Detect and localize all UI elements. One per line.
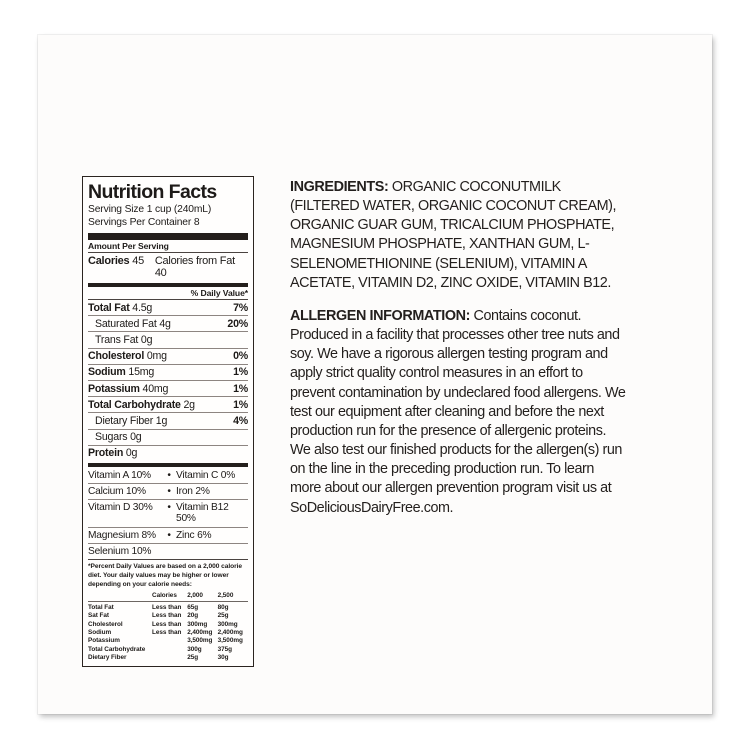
dv-table-cell: Total Carbohydrate bbox=[88, 645, 146, 653]
dv-header-calories: Calories bbox=[152, 592, 177, 600]
dv-table-cell: Less than bbox=[152, 628, 182, 636]
nutrient-row bbox=[88, 300, 248, 315]
amount-per-serving-label: Amount Per Serving bbox=[88, 241, 169, 252]
nutrition-facts-panel bbox=[82, 176, 254, 667]
ingredients-heading: INGREDIENTS: bbox=[290, 179, 389, 195]
vitamin-row bbox=[88, 500, 248, 526]
dv-table-row bbox=[88, 653, 248, 661]
dv-table-row bbox=[88, 628, 248, 636]
nutrient-daily-value: 1% bbox=[233, 382, 248, 395]
dv-table-row bbox=[88, 637, 248, 645]
nutrient-row bbox=[88, 446, 248, 461]
nutrient-row bbox=[88, 397, 248, 412]
dv-table-cell: 300mg bbox=[187, 620, 208, 628]
allergen-body: Contains coconut. Produced in a facility that processes other tree nuts and soy. We have a rigorous allergen testing program and apply strict quality control measures in an effort to prevent contamination by undeclared food allergens. We test our equipment after cleaning and before the next production run for the presence of allergenic proteins. We also test our finished products for the allergen(s) run on the line in the preceding production run. To learn more about our allergen prevention program visit us at SoDeliciousDairyFree.com. bbox=[290, 307, 626, 516]
dv-header-blank bbox=[88, 591, 152, 599]
dv-table-row bbox=[88, 645, 248, 653]
nutrient-daily-value: 0% bbox=[233, 350, 248, 363]
dv-table-row bbox=[88, 603, 248, 611]
nutrient-row bbox=[88, 332, 248, 347]
nutrient-rows-container bbox=[88, 300, 248, 461]
nutrient-daily-value: 1% bbox=[233, 398, 248, 411]
dv-table-body bbox=[88, 603, 248, 662]
nutrient-name: Sugars 0g bbox=[95, 431, 142, 444]
dv-table-cell: 2,400mg bbox=[187, 628, 213, 636]
label-text-column bbox=[290, 178, 628, 518]
allergen-paragraph bbox=[290, 307, 628, 518]
vitamin-rows-container bbox=[88, 467, 248, 559]
nutrient-name: Dietary Fiber 1g bbox=[95, 414, 168, 427]
dv-table-cell: Less than bbox=[152, 620, 182, 628]
dv-table-cell: 25g bbox=[217, 612, 229, 620]
nutrient-daily-value: 4% bbox=[233, 414, 248, 427]
vitamin-right: Iron 2% bbox=[176, 486, 210, 497]
serving-size-line: Serving Size 1 cup (240mL) bbox=[88, 204, 212, 216]
dv-table-cell: 3,500mg bbox=[217, 637, 243, 645]
dv-table-cell: 300mg bbox=[217, 620, 238, 628]
bullet-separator-icon bbox=[162, 546, 176, 557]
dv-table-cell: 30g bbox=[217, 654, 229, 662]
vitamin-left: Calcium 10% bbox=[88, 486, 146, 497]
nutrient-row bbox=[88, 381, 248, 396]
nutrient-row bbox=[88, 430, 248, 445]
vitamin-left: Magnesium 8% bbox=[88, 529, 156, 541]
nutrition-facts-title: Nutrition Facts bbox=[88, 181, 217, 203]
calories-value: 45 bbox=[132, 254, 144, 267]
dv-table-cell: Less than bbox=[152, 603, 182, 611]
dv-table-cell bbox=[152, 653, 187, 661]
nutrient-name: Total Fat 4.5g bbox=[88, 301, 153, 314]
vitamin-row bbox=[88, 467, 248, 482]
dv-table-cell: 300g bbox=[187, 645, 202, 653]
allergen-heading: ALLERGEN INFORMATION: bbox=[290, 307, 470, 324]
dv-table-cell: 2,400mg bbox=[217, 628, 243, 636]
vitamin-left: Vitamin A 10% bbox=[88, 469, 151, 481]
nutrient-name: Potassium 40mg bbox=[88, 382, 169, 395]
dv-table-cell: Potassium bbox=[88, 637, 120, 645]
vitamin-right: Zinc 6% bbox=[176, 529, 212, 541]
nutrient-name: Total Carbohydrate 2g bbox=[88, 398, 195, 411]
nutrient-name: Saturated Fat 4g bbox=[95, 317, 171, 330]
vitamin-row bbox=[88, 484, 248, 499]
dv-table-cell: Sodium bbox=[88, 628, 112, 636]
bullet-separator-icon: • bbox=[167, 529, 171, 541]
vitamin-right bbox=[176, 546, 248, 557]
nutrient-name: Trans Fat 0g bbox=[95, 334, 153, 347]
daily-value-header: % Daily Value* bbox=[190, 288, 248, 299]
bullet-separator-icon: • bbox=[167, 469, 171, 481]
dv-header-2000: 2,000 bbox=[187, 592, 203, 600]
vitamin-right: Vitamin C 0% bbox=[176, 469, 236, 481]
product-label-card bbox=[38, 35, 712, 714]
dv-table-cell: Dietary Fiber bbox=[88, 654, 127, 662]
dv-table-cell: 25g bbox=[187, 654, 199, 662]
dv-table-cell bbox=[152, 645, 187, 653]
nutrient-row bbox=[88, 413, 248, 428]
servings-per-container-line: Servings Per Container 8 bbox=[88, 217, 200, 229]
nutrient-daily-value: 7% bbox=[233, 301, 248, 314]
vitamin-left: Selenium 10% bbox=[88, 546, 152, 558]
dv-table-cell: Total Fat bbox=[88, 603, 114, 611]
vitamin-right: Vitamin B12 50% bbox=[176, 502, 229, 525]
dv-table-cell: Less than bbox=[152, 612, 182, 620]
bullet-separator-icon: • bbox=[167, 486, 171, 497]
dv-table-cell: 375g bbox=[217, 645, 232, 653]
daily-values-reference-table bbox=[88, 591, 248, 661]
calories-label: Calories bbox=[88, 254, 130, 267]
vitamin-row bbox=[88, 528, 248, 543]
dv-table-row bbox=[88, 620, 248, 628]
nutrient-row bbox=[88, 365, 248, 380]
ingredients-body: ORGANIC COCONUTMILK (FILTERED WATER, ORGANIC COCONUT CREAM), ORGANIC GUAR GUM, TRICALCIUM PHOSPHATE, MAGNESIUM PHOSPHATE, XANTHAN GUM, L-SELENOMETHIONINE (SELENIUM), VITAMIN A ACETATE, VITAMIN D2, ZINC OXIDE, VITAMIN B12. bbox=[290, 179, 617, 291]
nutrient-daily-value: 20% bbox=[227, 317, 248, 330]
dv-table-cell: 3,500mg bbox=[187, 637, 213, 645]
dv-table-cell: Cholesterol bbox=[88, 620, 123, 628]
dv-table-cell: Sat Fat bbox=[88, 612, 109, 620]
dv-header-2500: 2,500 bbox=[217, 592, 234, 600]
dv-table-cell: 65g bbox=[187, 603, 199, 611]
ingredients-paragraph bbox=[290, 178, 628, 293]
nutrient-name: Cholesterol 0mg bbox=[88, 350, 167, 363]
bullet-separator-icon: • bbox=[167, 502, 171, 514]
dv-table-header-row bbox=[88, 591, 248, 599]
vitamin-left: Vitamin D 30% bbox=[88, 502, 153, 514]
dv-table-cell: 80g bbox=[217, 603, 229, 611]
nutrient-daily-value: 1% bbox=[233, 366, 248, 379]
nutrient-name: Sodium 15mg bbox=[88, 366, 155, 379]
daily-value-footnote: *Percent Daily Values are based on a 2,000 calorie diet. Your daily values may be higher or lower depending on your calorie needs: bbox=[88, 563, 243, 588]
nutrient-name: Protein 0g bbox=[88, 447, 138, 460]
calories-from-fat: Calories from Fat 40 bbox=[154, 254, 235, 279]
dv-table-row bbox=[88, 611, 248, 619]
vitamin-row bbox=[88, 544, 248, 559]
dv-table-cell bbox=[152, 637, 187, 645]
calories-row bbox=[88, 253, 248, 281]
nutrient-row bbox=[88, 349, 248, 364]
dv-table-head bbox=[88, 591, 248, 603]
dv-table-cell: 20g bbox=[187, 612, 199, 620]
divider-thick-top bbox=[88, 233, 248, 240]
nutrient-row bbox=[88, 316, 248, 331]
